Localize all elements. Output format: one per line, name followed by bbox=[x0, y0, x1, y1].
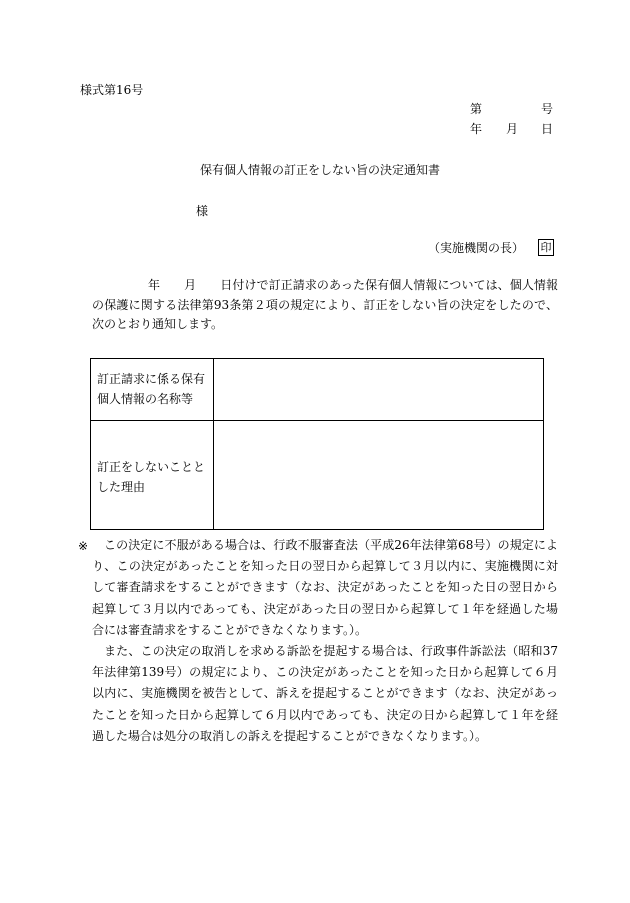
date-year: 年 bbox=[470, 122, 483, 136]
row-label-info-name: 訂正請求に係る保有個人情報の名称等 bbox=[97, 372, 206, 406]
table-row bbox=[91, 421, 543, 529]
notes-section bbox=[92, 535, 558, 747]
recipient-honorific: 様 bbox=[196, 204, 209, 218]
body-paragraph bbox=[92, 276, 558, 335]
form-number: 様式第16号 bbox=[80, 83, 144, 97]
doc-number-prefix: 第 bbox=[470, 102, 483, 116]
document-title: 保有個人情報の訂正をしない旨の決定通知書 bbox=[200, 163, 441, 177]
date-day: 日 bbox=[541, 122, 554, 136]
note-mark: ※ bbox=[78, 539, 89, 553]
body-month: 月 bbox=[184, 278, 197, 292]
body-text: 日付けで訂正請求のあった保有個人情報については、個人情報の保護に関する法律第93条第２項の規定により、訂正をしない旨の決定をしたので、次のとおり通知します。 bbox=[92, 278, 558, 331]
seal-mark: 印 bbox=[538, 239, 554, 256]
doc-number-suffix: 号 bbox=[541, 102, 554, 116]
body-year: 年 bbox=[148, 278, 161, 292]
date-month: 月 bbox=[506, 122, 519, 136]
note-paragraph-lawsuit: また、この決定の取消しを求める訴訟を提起する場合は、行政事件訴訟法（昭和37年法律第139号）の規定により、この決定があったことを知った日から起算して６月以内に、実施機関を被告として、訴えを提起することができます（なお、決定があったことを知った日から起算して６月以内であっても、決定の日から起算して１年を経過した場合は処分の取消しの訴えを提起することができなくなります。）。 bbox=[92, 644, 558, 743]
table-row bbox=[91, 359, 543, 421]
issuing-authority: （実施機関の長） bbox=[428, 241, 525, 255]
note-paragraph-appeal: この決定に不服がある場合は、行政不服審査法（平成26年法律第68号）の規定により、この決定があったことを知った日の翌日から起算して３月以内に、実施機関に対して審査請求をすることができます（なお、決定があったことを知った日の翌日から起算して３月以内であっても、決定があった日の翌日から起算して１年を経過した場合には審査請求をすることができなくなります。）。 bbox=[92, 538, 558, 637]
row-label-reason: 訂正をしないこととした理由 bbox=[97, 460, 206, 494]
details-table bbox=[90, 358, 544, 530]
